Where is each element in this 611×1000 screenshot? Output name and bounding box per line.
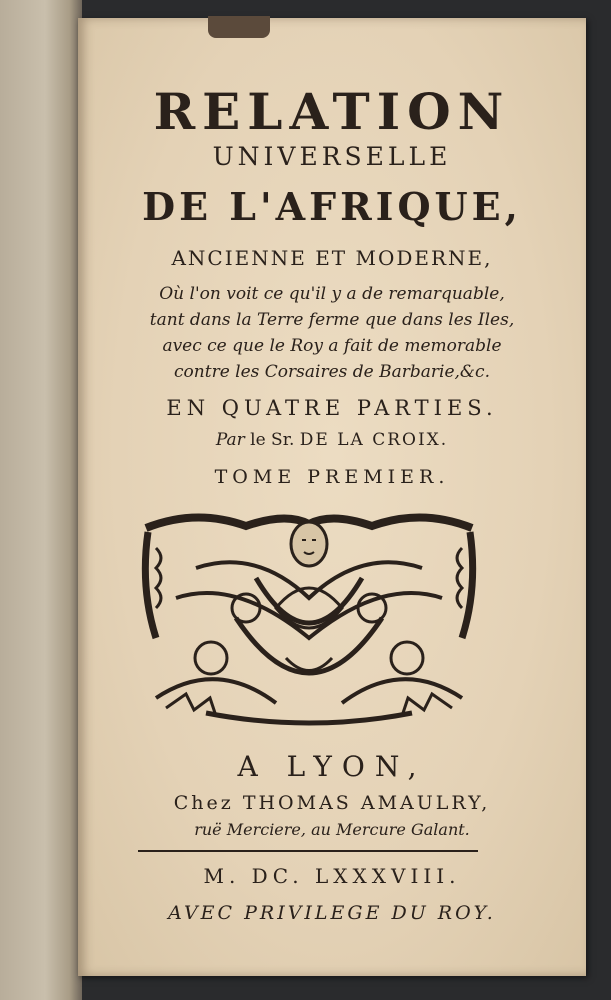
volume-line: TOME PREMIER. bbox=[214, 466, 450, 488]
woodcut-ornament-icon bbox=[136, 508, 482, 726]
description-line-3: avec ce que le Roy a fait de memorable bbox=[162, 336, 502, 356]
left-page-edge bbox=[0, 0, 82, 1000]
author-sr: le Sr. bbox=[250, 430, 295, 450]
year-line: M. DC. LXXXVIII. bbox=[203, 864, 461, 888]
description-line-1: Où l'on voit ce qu'il y a de remarquable, bbox=[159, 284, 505, 304]
description-line-2: tant dans la Terre ferme que dans les Iles, bbox=[149, 310, 515, 330]
divider-rule bbox=[138, 850, 478, 852]
title-line-ancienne: ANCIENNE ET MODERNE, bbox=[171, 246, 493, 270]
author-par: Par bbox=[215, 430, 245, 450]
parts-line: EN QUATRE PARTIES. bbox=[166, 396, 498, 420]
title-page bbox=[78, 18, 586, 976]
printer-chez: Chez bbox=[173, 792, 234, 814]
place-line: A LYON, bbox=[237, 750, 427, 783]
printer-line bbox=[78, 792, 586, 814]
title-line-relation: RELATION bbox=[153, 82, 511, 141]
binding-tab bbox=[208, 16, 270, 38]
title-line-afrique: DE L'AFRIQUE, bbox=[142, 184, 522, 229]
title-line-universelle: UNIVERSELLE bbox=[212, 142, 452, 171]
author-name: DE LA CROIX. bbox=[299, 430, 449, 450]
privilege-line: AVEC PRIVILEGE DU ROY. bbox=[168, 902, 496, 924]
printer-name: THOMAS AMAULRY, bbox=[242, 792, 491, 814]
address-line: ruë Merciere, au Mercure Galant. bbox=[194, 820, 470, 839]
author-line bbox=[78, 430, 586, 450]
description-line-4: contre les Corsaires de Barbarie,&c. bbox=[174, 362, 490, 382]
